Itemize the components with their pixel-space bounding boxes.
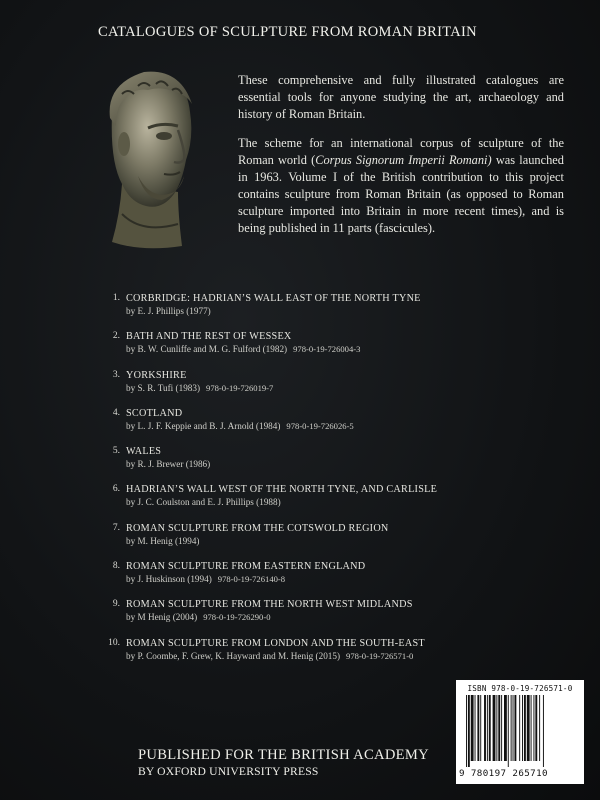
bronze-head-of-hadrian-icon: [82, 64, 212, 254]
list-item: [96, 445, 556, 483]
catalogue-list: [96, 292, 556, 675]
item-number: 8.: [112, 561, 120, 572]
barcode-bar: [522, 695, 523, 761]
barcode-bar: [487, 695, 488, 761]
publisher-line-1: PUBLISHED FOR THE BRITISH ACADEMY: [138, 747, 429, 763]
barcode-bar: [543, 695, 544, 767]
list-item: [96, 598, 556, 636]
item-authors: [126, 343, 360, 355]
barcode-bar: [484, 695, 486, 761]
item-authors: [126, 382, 273, 394]
barcode-bar: [493, 695, 496, 761]
barcode-bar: [498, 695, 500, 761]
item-authors-text: by S. R. Tufi (1983): [126, 382, 201, 393]
item-authors-text: by J. C. Coulston and E. J. Phillips (1988): [126, 497, 281, 508]
barcode-bar: [489, 695, 491, 761]
barcode-bar: [496, 695, 497, 761]
item-authors-text: by M. Henig (1994): [126, 535, 200, 546]
barcode-bar: [508, 695, 509, 767]
item-authors-text: by M Henig (2004): [126, 612, 198, 623]
item-number: 9.: [112, 599, 120, 610]
intro-paragraph-1: These comprehensive and fully illustrated catalogues are essential tools for anyone studying the art, archaeology and history of Roman Britain.: [238, 73, 564, 121]
item-title: HADRIAN’S WALL WEST OF THE NORTH TYNE, AND CARLISLE: [126, 484, 438, 496]
intro-text: [238, 72, 564, 249]
item-number: 2.: [112, 331, 120, 342]
list-item: [96, 292, 556, 330]
list-item: [96, 560, 556, 598]
item-authors: [126, 305, 217, 317]
barcode-bar: [466, 695, 467, 767]
list-item: [96, 637, 556, 675]
ean-digits: 9 780197 265710: [459, 768, 548, 779]
item-title: CORBRIDGE: HADRIAN’S WALL EAST OF THE NORTH TYNE: [126, 293, 421, 304]
item-isbn: 978-0-19-726019-7: [206, 382, 274, 393]
barcode-bar: [513, 695, 514, 761]
item-number: 4.: [112, 407, 120, 418]
item-title: ROMAN SCULPTURE FROM EASTERN ENGLAND: [126, 561, 366, 573]
intro-p2-before: The scheme for an international corpus of sculpture of the Roman world (: [238, 136, 564, 167]
barcode-bar: [511, 695, 512, 761]
item-authors-text: by B. W. Cunliffe and M. G. Fulford (1982): [126, 344, 288, 355]
item-title: BATH AND THE REST OF WESSEX: [126, 331, 292, 343]
item-number: 5.: [112, 446, 120, 457]
intro-p2-after: was launched in 1963. Volume I of the British contribution to this project contains sculpture from Roman Britain (as opposed to Roman sculpture imported into Britain in more recent times), and is being published in 11 parts (fascicules).: [238, 153, 564, 235]
barcode-bar: [504, 695, 507, 761]
item-authors-text: by E. J. Phillips (1977): [126, 306, 211, 316]
item-number: 10.: [108, 637, 120, 648]
item-isbn: 978-0-19-726140-8: [217, 574, 286, 585]
item-title: ROMAN SCULPTURE FROM THE COTSWOLD REGION: [126, 522, 389, 534]
item-authors-text: by R. J. Brewer (1986): [126, 459, 211, 470]
barcode-bar: [501, 695, 502, 761]
list-item: [96, 407, 556, 445]
intro-p2-italic: Corpus Signorum Imperii Romani): [315, 153, 492, 167]
item-number: 6.: [112, 484, 120, 495]
barcode-box: [456, 680, 584, 784]
barcode-bar: [527, 695, 530, 761]
barcode-icon: [466, 695, 576, 767]
item-title: ROMAN SCULPTURE FROM LONDON AND THE SOUTH-EAST: [126, 637, 425, 649]
item-isbn: 978-0-19-726026-5: [286, 420, 354, 431]
item-number: 7.: [112, 522, 120, 533]
item-authors: [126, 496, 287, 508]
item-authors: [126, 458, 216, 470]
item-title: YORKSHIRE: [126, 369, 187, 381]
item-title: ROMAN SCULPTURE FROM THE NORTH WEST MIDLANDS: [126, 599, 413, 611]
series-title: CATALOGUES OF SCULPTURE FROM ROMAN BRITAIN: [98, 24, 477, 40]
list-item: [96, 330, 556, 368]
item-number: 3.: [112, 369, 120, 380]
item-authors: [126, 573, 285, 585]
barcode-bar: [477, 695, 479, 761]
barcode-bar: [539, 695, 540, 761]
list-item: [96, 369, 556, 407]
item-title: WALES: [126, 446, 162, 458]
item-authors-text: by L. J. F. Keppie and B. J. Arnold (1984): [126, 420, 281, 431]
barcode-bar: [480, 695, 481, 761]
barcode-bar: [524, 695, 526, 761]
barcode-bar: [475, 695, 476, 761]
item-authors: [126, 535, 206, 547]
item-isbn: 978-0-19-726571-0: [346, 650, 414, 661]
barcode-bar: [468, 695, 470, 767]
item-number: 1.: [112, 293, 120, 303]
item-isbn: 978-0-19-726004-3: [293, 344, 361, 355]
intro-paragraph-2: [238, 135, 564, 237]
barcode-bar: [514, 695, 516, 761]
publisher-imprint: [138, 746, 429, 780]
list-item: [96, 483, 556, 521]
item-authors: [126, 650, 413, 662]
barcode-bar: [535, 695, 537, 761]
list-item: [96, 522, 556, 560]
barcode-bar: [519, 695, 520, 761]
item-authors-text: by J. Huskinson (1994): [126, 574, 212, 585]
item-authors: [126, 611, 271, 623]
barcode-bar: [533, 695, 534, 761]
item-authors: [126, 420, 354, 432]
publisher-line-2: BY OXFORD UNIVERSITY PRESS: [138, 765, 319, 778]
isbn-label: ISBN 978-0-19-726571-0: [467, 684, 573, 693]
item-title: SCOTLAND: [126, 407, 183, 419]
barcode-bar: [471, 695, 474, 761]
item-isbn: 978-0-19-726290-0: [203, 612, 271, 623]
barcode-bar: [531, 695, 532, 761]
item-authors-text: by P. Coombe, F. Grew, K. Hayward and M. Henig (2015): [126, 650, 341, 661]
